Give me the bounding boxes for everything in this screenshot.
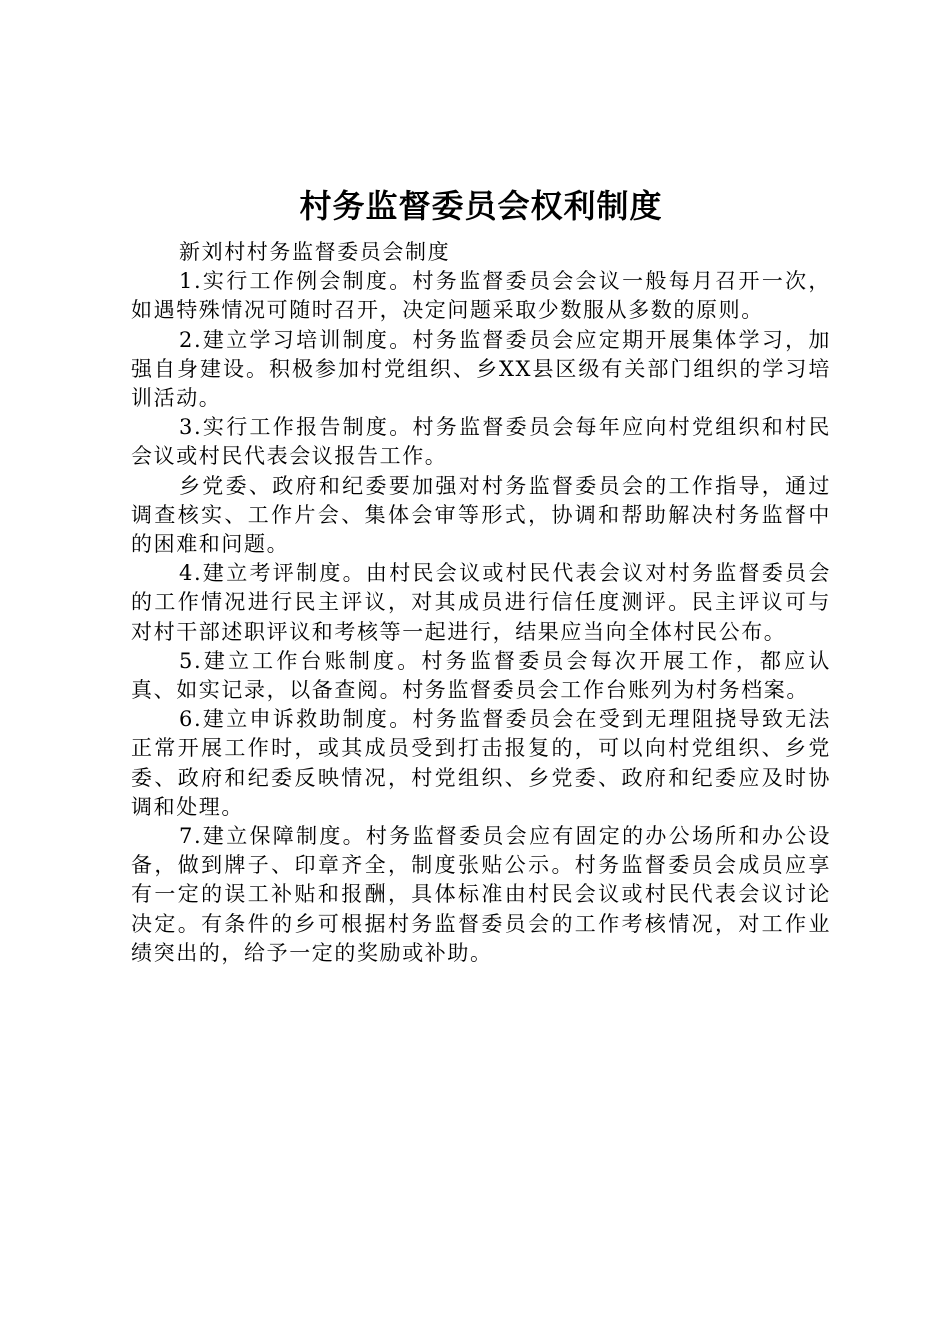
- paragraph-meeting-system: 1.实行工作例会制度。村务监督委员会会议一般每月召开一次，如遇特殊情况可随时召开，决定问题采取少数服从多数的原则。: [131, 269, 831, 323]
- subtitle-paragraph: 新刘村村务监督委员会制度: [179, 240, 451, 264]
- paragraph-training-system: 2.建立学习培训制度。村务监督委员会应定期开展集体学习，加强自身建设。积极参加村党组织、乡XX县区级有关部门组织的学习培训活动。: [131, 327, 831, 411]
- paragraph-guidance: 乡党委、政府和纪委要加强对村务监督委员会的工作指导，通过调查核实、工作片会、集体会审等形式，协调和帮助解决村务监督中的困难和问题。: [131, 473, 831, 557]
- document-title: 村务监督委员会权利制度: [299, 187, 663, 225]
- paragraph-appeal-system: 6.建立申诉救助制度。村务监督委员会在受到无理阻挠导致无法正常开展工作时，或其成员受到打击报复的，可以向村党组织、乡党委、政府和纪委反映情况，村党组织、乡党委、政府和纪委应及时协调和处理。: [131, 707, 831, 819]
- paragraph-evaluation-system: 4.建立考评制度。由村民会议或村民代表会议对村务监督委员会的工作情况进行民主评议，对其成员进行信任度测评。民主评议可与对村干部述职评议和考核等一起进行，结果应当向全体村民公布。: [131, 561, 831, 644]
- paragraph-report-system: 3.实行工作报告制度。村务监督委员会每年应向村党组织和村民会议或村民代表会议报告工作。: [131, 415, 831, 469]
- document-body: [131, 178, 831, 968]
- paragraph-guarantee-system: 7.建立保障制度。村务监督委员会应有固定的办公场所和办公设备，做到牌子、印章齐全，制度张贴公示。村务监督委员会成员应享有一定的误工补贴和报酬，具体标准由村民会议或村民代表会议讨论决定。有条件的乡可根据村务监督委员会的工作考核情况，对工作业绩突出的，给予一定的奖励或补助。: [131, 824, 831, 965]
- paragraph-ledger-system: 5.建立工作台账制度。村务监督委员会每次开展工作，都应认真、如实记录，以备查阅。村务监督委员会工作台账列为村务档案。: [131, 648, 831, 703]
